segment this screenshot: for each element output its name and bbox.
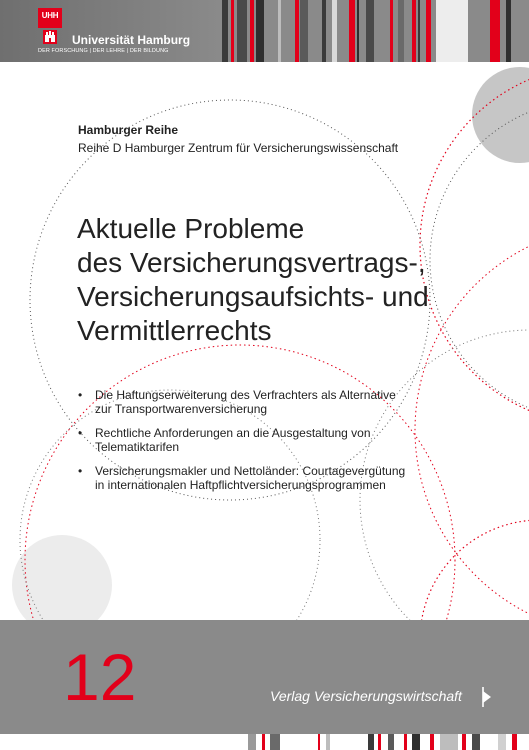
topic-line: Telematiktarifen xyxy=(95,440,180,454)
series-name: Hamburger Reihe xyxy=(78,123,179,137)
list-item xyxy=(78,426,448,454)
series-subtitle: Reihe D Hamburger Zentrum für Versicherungswissenschaft xyxy=(78,141,399,155)
publisher-name: Verlag Versicherungswirtschaft xyxy=(270,688,462,704)
university-motto: DER FORSCHUNG | DER LEHRE | DER BILDUNG xyxy=(38,48,169,54)
university-name: Universität Hamburg xyxy=(72,33,191,47)
list-item xyxy=(78,464,448,492)
topic-line: Die Haftungserweiterung des Verfrachters als Alternative xyxy=(95,388,396,402)
title-line: Versicherungsaufsichts- und xyxy=(77,281,429,312)
uhh-logo-abbrev: UHH xyxy=(41,11,59,20)
bullet-icon: • xyxy=(78,426,83,440)
volume-number: 12 xyxy=(63,640,137,714)
topics-list xyxy=(78,388,448,502)
uhh-logo xyxy=(38,8,62,28)
book-title xyxy=(77,212,497,348)
bullet-icon: • xyxy=(78,388,83,402)
footer-stripes xyxy=(0,734,529,750)
topic-line: Rechtliche Anforderungen an die Ausgestaltung von xyxy=(95,426,371,440)
title-line: Aktuelle Probleme xyxy=(77,213,305,244)
title-line: Vermittlerrechts xyxy=(77,315,272,346)
topic-line: Versicherungsmakler und Nettoländer: Courtagevergütung xyxy=(95,464,406,478)
title-line: des Versicherungsvertrags-, xyxy=(77,247,426,278)
list-item xyxy=(78,388,448,416)
hamburg-castle-icon xyxy=(43,30,57,44)
header-band xyxy=(0,0,529,62)
publisher-arrow-icon xyxy=(481,686,493,708)
bullet-icon: • xyxy=(78,464,83,478)
topic-line: in internationalen Haftpflichtversicherungsprogrammen xyxy=(95,478,386,492)
topic-line: zur Transportwarenversicherung xyxy=(95,402,268,416)
